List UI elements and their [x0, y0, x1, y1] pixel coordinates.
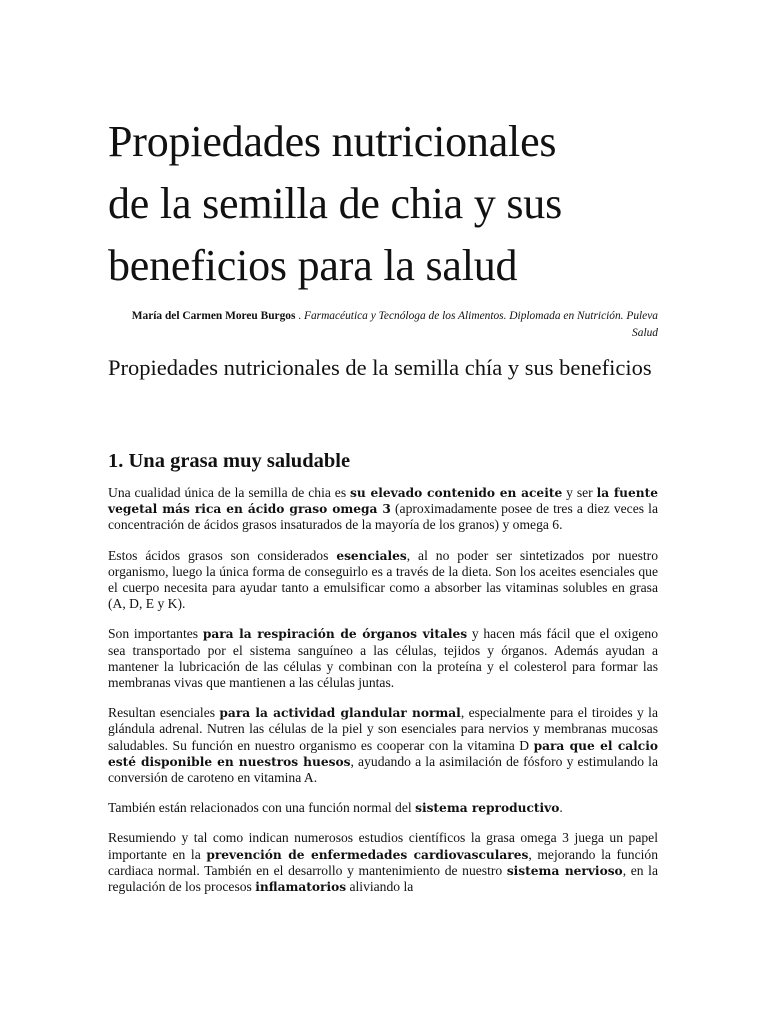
author-role: Farmacéutica y Tecnóloga de los Alimentos. Diplomada en Nutrición. Puleva Salud — [303, 310, 658, 339]
title-line: de la semilla de chia y sus — [108, 179, 563, 228]
text-run: y ser — [562, 485, 597, 500]
paragraph — [108, 830, 658, 895]
body-text — [108, 485, 658, 909]
bold-phrase: sistema nervioso — [506, 863, 623, 878]
text-run: Son importantes — [108, 626, 203, 642]
section-heading: 1. Una grasa muy saludable — [108, 450, 351, 472]
bold-phrase: sistema reproductivo — [415, 801, 560, 816]
paragraph — [108, 485, 658, 534]
paragraph — [108, 800, 658, 816]
text-run: Resumiendo y tal como indican numerosos estudios científicos la grasa omega 3 juega un papel importante en la — [108, 830, 658, 862]
bold-phrase: para la actividad glandular normal — [219, 706, 461, 721]
author-byline — [108, 308, 658, 342]
text-run: Resultan esenciales — [108, 705, 220, 721]
text-run: y hacen más fácil que el oxigeno sea transportado por el sistema sanguíneo a las células, tejidos y órganos. Además ayudan a mantener la lubricación de las células y combinan con la proteína y el colesterol para formar las membranas vivas que mantienen a las células juntas. — [108, 626, 658, 691]
bold-phrase: inflamatorios — [255, 880, 347, 895]
text-run: , mejorando la función cardiaca normal. También en el desarrollo y mantenimiento de nuestro — [108, 846, 659, 878]
bold-phrase: esenciales — [336, 548, 407, 563]
bold-phrase: su elevado contenido en aceite — [350, 486, 563, 500]
title-line: Propiedades nutricionales — [108, 117, 557, 166]
paragraph — [108, 548, 658, 613]
text-run: , en la regulación de los procesos — [108, 862, 658, 895]
title-line: beneficios para la salud — [108, 241, 518, 290]
text-run: . — [559, 800, 563, 816]
bold-phrase: la fuente vegetal más rica en ácido graso omega 3 — [108, 486, 658, 517]
paragraph — [108, 705, 658, 786]
text-run: Una cualidad única de la semilla de chia es — [108, 485, 351, 500]
author-name: María del Carmen Moreu Burgos — [131, 310, 296, 322]
bold-phrase: prevención de enfermedades cardiovasculares — [206, 847, 529, 862]
bold-phrase: para la respiración de órganos vitales — [202, 627, 468, 642]
text-run: (aproximadamente posee de tres a diez veces la concentración de ácidos grasos insaturados de la mayoría de los granos) y omega 6. — [108, 501, 658, 533]
document-subtitle: Propiedades nutricionales de la semilla chía y sus beneficios — [108, 355, 652, 380]
text-run: , ayudando a la asimilación de fósforo y estimulando la conversión de caroteno en vitamina A. — [108, 753, 658, 786]
byline-separator: . — [295, 310, 304, 322]
text-run: , al no poder ser sintetizados por nuestro organismo, luego la única forma de conseguirlo es a través de la dieta. Son los aceites esenciales que el cuerpo necesita para ayudar tanto a emulsificar como a absorber las vitaminas solubles en grasa (A, D, E y K). — [108, 547, 659, 612]
text-run: También están relacionados con una función normal del — [108, 800, 416, 816]
paragraph — [108, 626, 658, 691]
text-run: Estos ácidos grasos son considerados — [108, 547, 337, 563]
text-run: , especialmente para el tiroides y la glándula adrenal. Nutren las células de la piel y son esenciales para nervios y membranas mucosas saludables. Su función en nuestro organismo es cooperar con la vitamina D — [108, 705, 658, 753]
document-title — [108, 111, 658, 297]
text-run: aliviando la — [346, 879, 414, 895]
bold-phrase: para que el calcio esté disponible en nuestros huesos — [108, 738, 658, 769]
